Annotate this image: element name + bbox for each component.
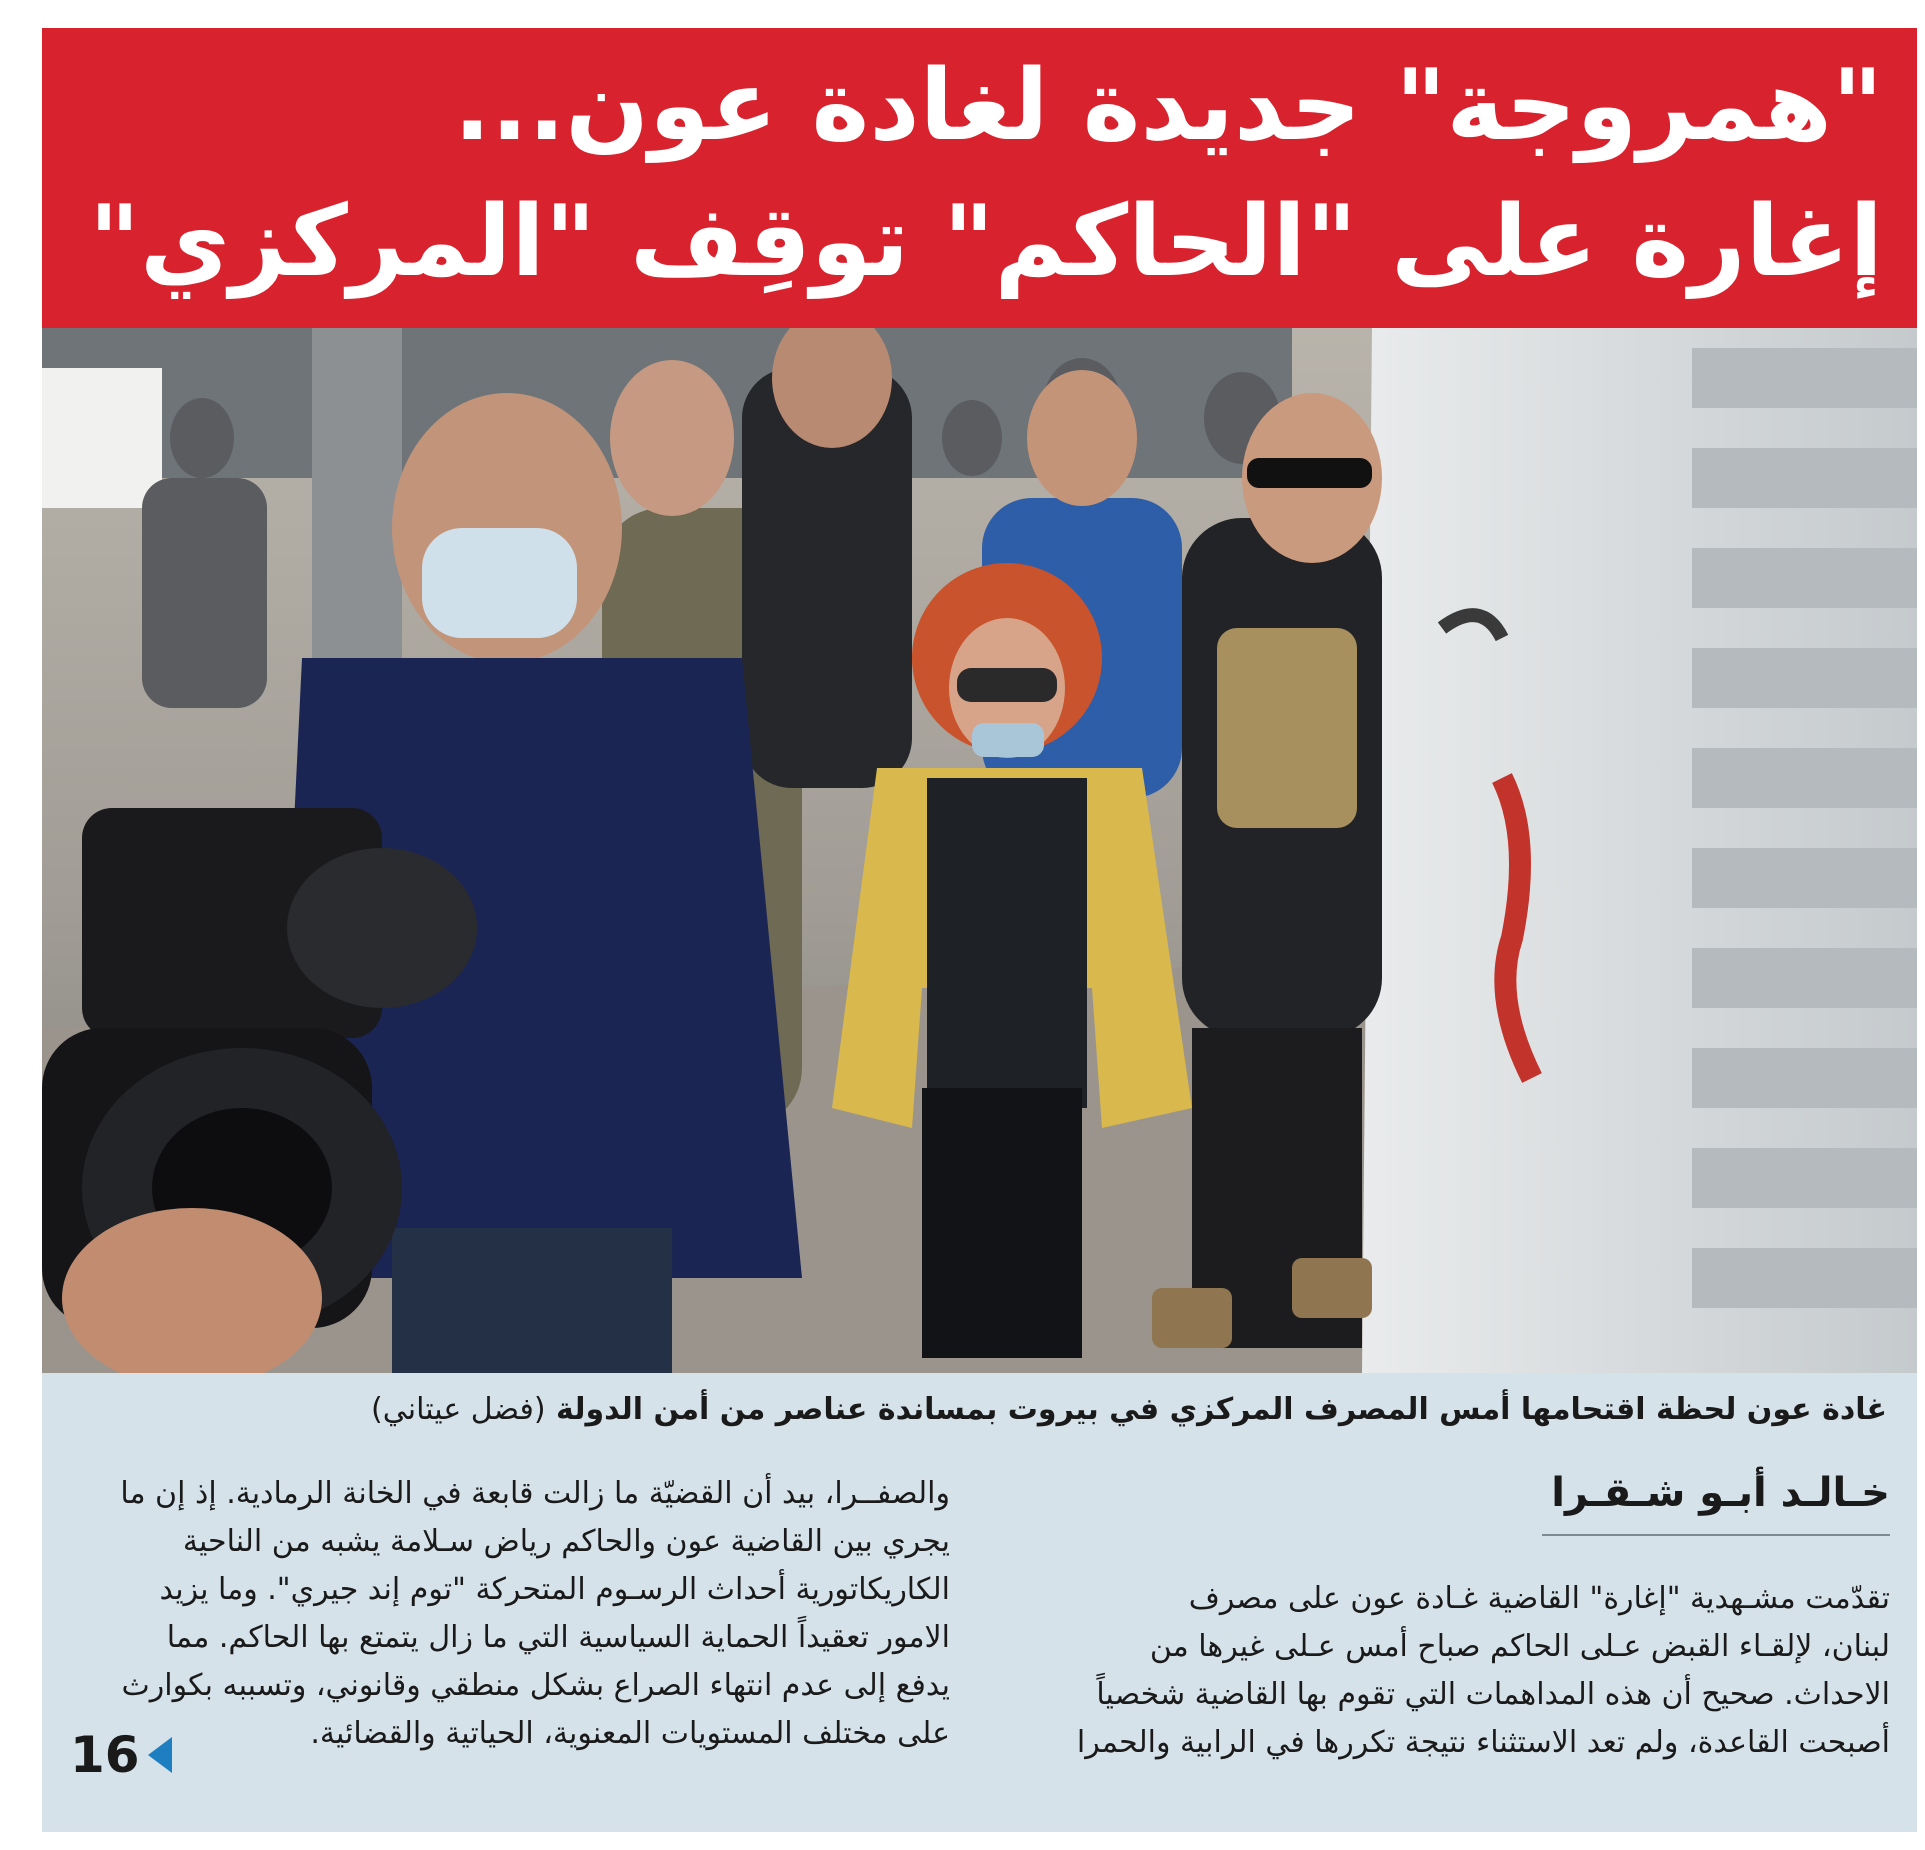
headline-line-2: إغارة على "الحاكم" توقِف "المركزي" <box>88 185 1883 299</box>
article-line: يدفع إلى عدم انتهاء الصراع بشكل منطقي وقانوني، وتسببه بكوارث <box>121 1668 950 1703</box>
article-line: الامور تعقيداً الحماية السياسية التي ما زال يتمتع بها الحاكم. مما <box>166 1620 950 1655</box>
article-line: أصبحت القاعدة، ولم تعد الاستثناء نتيجة تكررها في الرابية والحمرا <box>1076 1725 1890 1760</box>
photo-caption <box>371 1392 1887 1427</box>
article-column-left <box>95 1470 950 1758</box>
article-line: على مختلف المستويات المعنوية، الحياتية والقضائية. <box>310 1716 950 1751</box>
news-photo <box>42 328 1917 1373</box>
article-line: والصفــرا، بيد أن القضيّة ما زالت قابعة في الخانة الرمادية. إذ إن ما <box>120 1476 950 1511</box>
byline-divider <box>1542 1534 1890 1536</box>
photo-credit: (فضل عيتاني) <box>371 1392 546 1427</box>
article-line: تقدّمت مشـهدية "إغارة" القاضية غـادة عون على مصرف <box>1188 1581 1890 1616</box>
author-byline: خـالـد أبـو شـقـرا <box>1551 1470 1890 1516</box>
article-line: الكاريكاتورية أحداث الرسـوم المتحركة "توم إند جيري". وما يزيد <box>159 1572 950 1607</box>
arrow-left-icon <box>148 1737 172 1773</box>
article-line: لبنان، لإلقـاء القبض عـلى الحاكم صباح أمس عـلى غيرها من <box>1149 1629 1890 1664</box>
page-number: 16 <box>70 1726 140 1784</box>
article-column-right <box>1030 1575 1890 1767</box>
caption-text: غادة عون لحظة اقتحامها أمس المصرف المركزي في بيروت بمساندة عناصر من أمن الدولة <box>556 1392 1887 1427</box>
headline-banner <box>42 28 1917 328</box>
article-line: الاحداث. صحيح أن هذه المداهمات التي تقوم بها القاضية شخصياً <box>1096 1677 1890 1712</box>
article-line: يجري بين القاضية عون والحاكم رياض سـلامة يشبه من الناحية <box>182 1524 950 1559</box>
headline-line-1: "همروجة" جديدة لغادة عون... <box>453 49 1883 163</box>
continued-page-marker[interactable] <box>70 1726 172 1784</box>
